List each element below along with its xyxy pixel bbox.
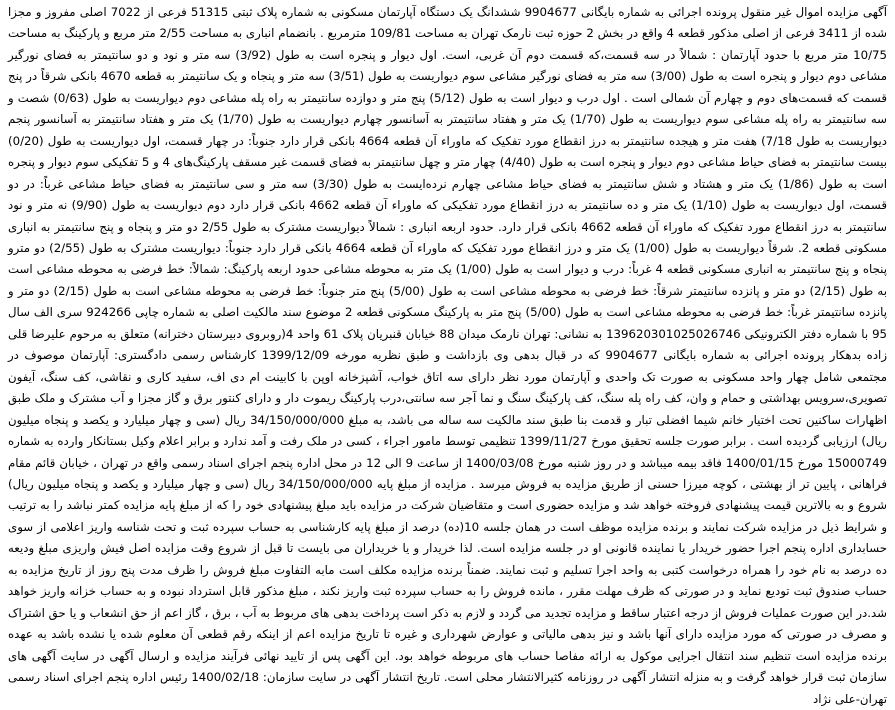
- notice-paragraph: [8, 2, 887, 710]
- notice-text: آگهی مزایده اموال غیر منقول پرونده اجرائی به شماره بایگانی 9904677 ششدانگ یک دستگاه آپارتمان مسکونی به شماره پلاک ثبتی 51315 فرعی از 7022 اصلی مفروز و مجزا شده از 3411 فرعی از اصلی مذکور قطعه 4 واقع در بخش 2 حوزه ثبت نارمک تهران به مساحت 109/81 مترمربع . بانضمام انباری به مساحت 2/55 متر مربع و پارکینگ به مساحت 10/75 متر مربع با حدود آپارتمان : شمالاً در سه قسمت،که قسمت دوم آن غربی، است. اول دیوار و پنجره است به طول (3/92) سه متر و نود و دو سانتیمتر به فضای نورگیر مشاعی دوم دیوار و پنجره است به طول (3/00) سه متر به فضای نورگیر مشاعی سوم دیواریست به طول (3/51) سه متر و پنجاه و یک سانتیمتر به قطعه 4670 بانکی شرقاً در پنج قسمت که قسمت‌های دوم و چهارم آن شمالی است . اول درب و دیوار است به طول (5/12) پنج متر و دوازده سانتیمتر به راه پله مشاعی دوم دیواریست به طول (0/63) شصت و سه سانتیمتر به راه پله مشاعی سوم دیواریست به طول (1/70) یک متر و هفتاد سانتیمتر به آسانسور چهارم دیواریست به طول (1/70) یک متر و هفتاد سانتیمتر به آسانسور پنجم دیواریست به طول 7/18) هفت متر و هیجده سانتیمتر به درز انقطاع مورد تفکیک که ماوراء آن قطعه 4664 بانکی قرار دارد جنوباً: در چهار قسمت، اول دیواریست به طول (0/20) بیست سانتیمتر به فضای حیاط مشاعی دوم دیوار و پنجره است به طول (4/40) چهار متر و چهل سانتیمتر به فضای قسمت غیر مسقف پارکینگ‌های 4 و 5 تفکیکی سوم دیوار و پنجره است به طول (1/86) یک متر و هشتاد و شش سانتیمتر به فضای حیاط مشاعی چهارم نرده‌ایست به طول (3/30) سه متر و سی سانتیمتر به فضای حیاط مشاعی غرباً: در دو قسمت، اول دیواریست به طول (1/10) یک متر و ده سانتیمتر به درز انقطاع مورد تفکیکی که ماوراء آن قطعه 4662 بانکی قرار دارد دوم دیواریست به طول (9/90) نه متر و نود سانتیمتر به درز انقطاع مورد تفکیک که ماوراء آن قطعه 4662 بانکی قرار دارد. حدود اربعه انباری : شمالاً دیواریست مشترک به طول 2/55 دو متر و پنجاه و پنج سانتیمتر به انباری مسکونی قطعه 2. شرقاً دیواریست به طول (1/00) یک متر و درز انقطاع مورد تفکیک که ماوراء آن قطعه 4664 بانکی قرار دارد جنوباً: دیواریست مشترک به طول (2/55) دو مترو پنجاه و پنج سانتیمتر به انباری مسکونی قطعه 4 غرباً: درب و دیوار است به طول (1/00) یک متر به محوطه مشاعی حدود اربعه پارکینگ: شمالاً: خط فرضی به محوطه مشاعی است به طول (2/15) دو متر و پانزده سانتیمتر شرقاً: خط فرضی به محوطه مشاعی است به طول (5/00) پنج متر جنوباً: خط فرضی به محوطه مشاعی است به طول (2/15) دو متر و پانزده سانتیمتر غرباً: خط فرضی به محوطه مشاعی است به طول (5/00) پنج متر به پارکینگ مسکونی قطعه 2 موضوع سند مالکیت اصلی به شماره چاپی 924266 سری الف سال 95 با شماره دفتر الکترونیکی 139620301025026746 به نشانی: تهران نارمک میدان 88 خیابان قنبریان پلاک 61 واحد 4(روبروی دبیرستان دخترانه) متعلق به مرحوم علیرضا قلی زاده بدهکار پرونده اجرائی به شماره بایگانی 9904677 که در قبال بدهی وی بازداشت و طبق نظریه مورخه 1399/12/09 کارشناس رسمی دادگستری: آپارتمان موصوف در مجتمعی شامل چهار واحد مسکونی به صورت تک واحدی و آپارتمان مورد نظر دارای سه اتاق خواب، آشپزخانه اوپن با کابینت ام دی اف، سفید کاری و نقاشی، کف سنگ، آیفون تصویری،سرویس بهداشتی و حمام و وان، کف راه پله سنگ، کف پارکینگ سنگ و نما آجر سه سانتی،درب پارکینگ ریموت دار و دارای کنتور برق و گاز مجزا و آب مشترک و ملک طبق اظهارات ساکنین تحت اختیار خانم شیما افضلی تبار و قدمت بنا طبق سند مالکیت سه ساله می باشد، به مبلغ 34/150/000/000 ریال (سی و چهار میلیارد و یکصد و پنجاه میلیون ریال) ارزیابی گردیده است . برابر صورت جلسه تحقیق مورخ 1399/11/27 تنظیمی توسط مامور اجراء ، کسی در ملک رفت و آمد ندارد و برابر اعلام وکیل بستانکار وارده به شماره 15000749 مورخ 1400/01/15 فاقد بیمه میباشد و در روز شنبه مورخ 1400/03/08 از ساعت 9 الی 12 در محل اداره پنجم اجرای اسناد رسمی واقع در تهران ، خیابان قائم مقام فراهانی ، پایین تر از بهشتی ، کوچه میرزا حسنی از طریق مزایده به فروش میرسد . مزایده از مبلغ پایه 34/150/000/000 ریال (سی و چهار میلیارد و یکصد و پنجاه میلیون ریال) شروع و به بالاترین قیمت پیشنهادی فروخته خواهد شد و مزایده حضوری است و متقاضیان شرکت در مزایده باید مبلغ پیشنهادی خود را که از مبلغ پایه مزایده کمتر نباشد را به ترتیب و شرایط ذیل در مزایده شرکت نمایند و برنده مزایده موظف است در همان جلسه 10(ده) درصد از مبلغ پایه کارشناسی به حساب سپرده ثبت و تحت شناسه واریز اعلامی از سوی حسابداری اداره پنجم اجرا حضور خریدار یا نماینده قانونی او در جلسه مزایده است. لذا خریدار و یا خریداران می بایست تا قبل از شروع وقت مزایده اصل فیش واریزی مبلغ ودیعه ده درصد به نام خود را همراه درخواست کتبی به واحد اجرا تسلیم و ثبت نمایند. ضمناً برنده مزایده مکلف است مابه التفاوت مبلغ فروش را ظرف مدت پنج روز از تاریخ مزایده به حساب صندوق ثبت تودیع نماید و در صورتی که ظرف مهلت مقرر ، مانده فروش را به حساب سپرده ثبت واریز نکند ، مبلغ مذکور قابل استرداد نبوده و به حساب خزانه واریز خواهد شد.در این صورت عملیات فروش از درجه اعتبار ساقط و مزایده تجدید می گردد و لازم به ذکر است پرداخت بدهی های مربوط به آب ، برق ، گاز اعم از حق انشعاب و یا حق اشتراک و مصرف در صورتی که مورد مزایده دارای آنها باشد و نیز بدهی مالیاتی و عوارض شهرداری و غیره تا تاریخ مزایده اعم از اینکه رقم قطعی آن معلوم شده یا نشده باشد به عهده برنده مزایده است تنظیم سند انتقال اجرایی موکول به ارائه مفاصا حساب های مربوطه خواهد بود. این آگهی پس از تایید نهائی فرآیند مزایده و ارسال آگهی در سایت آگهی های سازمان ثبت قرار خواهد گرفت و به منزله انتشار آگهی در روزنامه کثیرالانتشار محلی است. تاریخ انتشار آگهی در سایت سازمان: 1400/02/18 رئیس اداره پنجم اجرای اسناد رسمی تهران-علی نژاد: [8, 5, 888, 706]
